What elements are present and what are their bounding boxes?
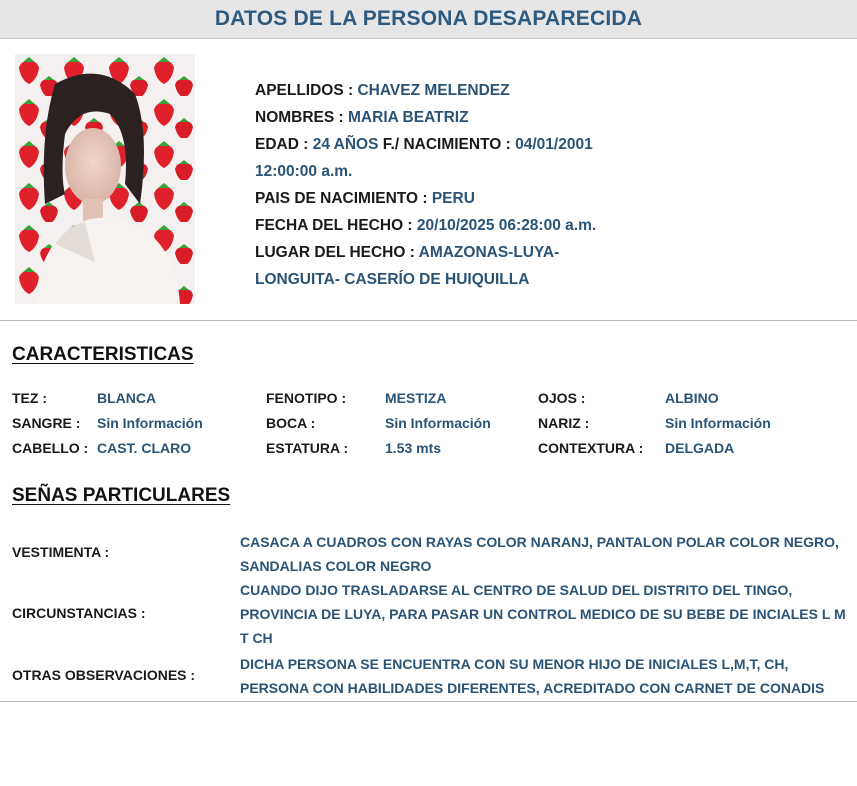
page-title: DATOS DE LA PERSONA DESAPARECIDA — [214, 7, 643, 30]
char-row: TEZ : BLANCA FENOTIPO : MESTIZA OJOS : ALBINO — [12, 390, 719, 406]
nacimiento-hora-row: 12:00:00 a.m. — [255, 163, 353, 180]
edad-row: EDAD : 24 AÑOS F./ NACIMIENTO : 04/01/2001 — [255, 136, 593, 153]
page-header — [0, 0, 857, 39]
pais-row: PAIS DE NACIMIENTO : PERU — [255, 190, 475, 207]
char-row: SANGRE : Sin Información BOCA : Sin Información NARIZ : Sin Información — [12, 415, 771, 431]
divider — [0, 701, 857, 702]
divider — [0, 320, 857, 321]
char-row: CABELLO : CAST. CLARO ESTATURA : 1.53 mts CONTEXTURA : DELGADA — [12, 440, 735, 456]
caracteristicas-grid — [12, 390, 852, 465]
lugar-row-2: LONGUITA- CASERÍO DE HUIQUILLA — [255, 271, 530, 288]
fecha-row: FECHA DEL HECHO : 20/10/2025 06:28:00 a.m. — [255, 217, 597, 234]
nombres-row: NOMBRES : MARIA BEATRIZ — [255, 109, 469, 126]
vestimenta-row: VESTIMENTA : CASACA A CUADROS CON RAYAS COLOR NARANJ, PANTALON POLAR COLOR NEGRO, SANDALIAS COLOR NEGRO — [12, 534, 839, 574]
caracteristicas-title: CARACTERISTICAS — [12, 344, 194, 365]
lugar-row: LUGAR DEL HECHO : AMAZONAS-LUYA- — [255, 244, 560, 261]
observaciones-row: OTRAS OBSERVACIONES : DICHA PERSONA SE ENCUENTRA CON SU MENOR HIJO DE INICIALES L,M,T, CH, PERSONA CON HABILIDADES DIFERENTES, ACREDITADO CON CARNET DE CONADIS — [12, 656, 825, 696]
person-info — [255, 77, 635, 293]
circunstancias-row: CIRCUNSTANCIAS : CUANDO DIJO TRASLADARSE AL CENTRO DE SALUD DEL DISTRITO DEL TINGO, PROVINCIA DE LUYA, PARA PASAR UN CONTROL MEDICO DE SU BEBE DE INCIALES L M T CH — [12, 582, 846, 646]
apellidos-row: APELLIDOS : CHAVEZ MELENDEZ — [255, 82, 510, 99]
senas-title: SEÑAS PARTICULARES — [12, 485, 231, 506]
person-photo — [15, 54, 195, 304]
